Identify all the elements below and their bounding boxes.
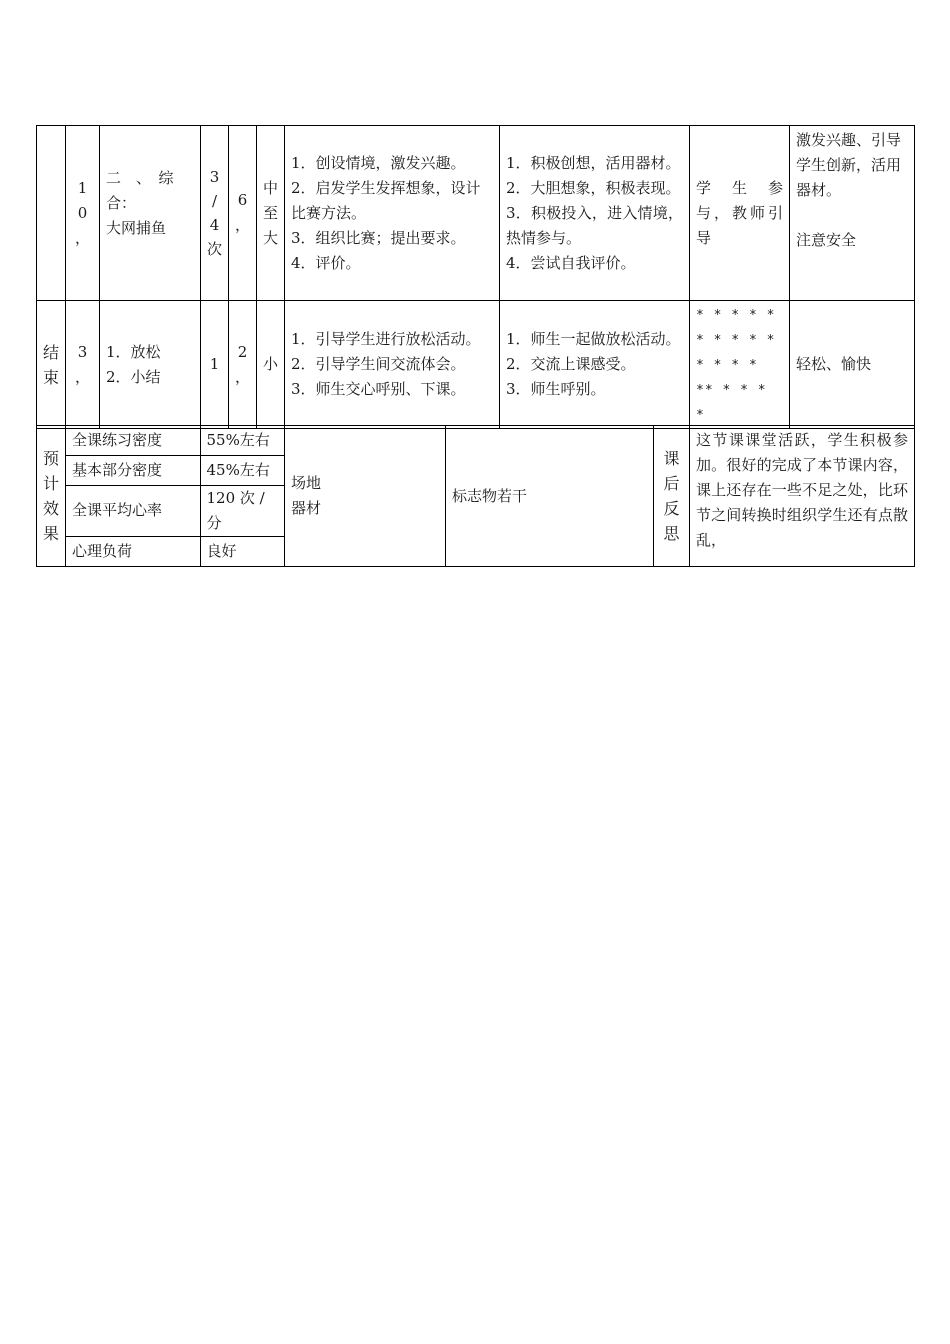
metric-name: 基本部分密度 (66, 455, 200, 485)
intensity-cell: 中 至 大 (257, 126, 285, 301)
effects-metrics (66, 426, 285, 567)
metric-value: 良好 (206, 541, 237, 560)
expected-effects-table (36, 425, 915, 567)
teacher-step: 2．启发学生发挥想象，设计比赛方法。 (291, 178, 481, 222)
student-step: 2．交流上课感受。 (506, 355, 636, 373)
venue-value: 标志物若干 (446, 426, 654, 567)
notes-cell: 轻松、愉快 (790, 301, 915, 429)
metric-row (66, 426, 285, 455)
teacher-step: 3．组织比赛；提出要求。 (291, 228, 466, 247)
effects-row (37, 426, 915, 567)
table-row-ending (37, 301, 915, 429)
teacher-activity-cell (285, 126, 500, 301)
content-cell (100, 126, 201, 301)
formation-diagram (690, 301, 790, 429)
metric-row (66, 455, 285, 485)
teacher-step: 1．创设情境，激发兴趣。 (291, 153, 466, 172)
metric-value: 55%左右 (200, 426, 285, 455)
formation-row: * * * * * (696, 308, 776, 323)
metric-name: 心理负荷 (66, 536, 200, 566)
table-row-game (37, 126, 915, 301)
student-step: 1．师生一起做放松活动。 (506, 330, 681, 348)
student-step: 4．尝试自我评价。 (506, 253, 636, 272)
student-step: 2．大胆想象，积极表现。 (506, 178, 681, 197)
sets-cell: 3 / 4 次 (201, 126, 229, 301)
metric-row (66, 536, 285, 566)
teacher-step: 1．引导学生进行放松活动。 (291, 330, 481, 348)
venue-label-line: 器材 (291, 499, 322, 517)
reflection-text: 这节课课堂活跃，学生积极参加。很好的完成了本节课内容，课上还存在一些不足之处，比环节之间转换时组织学生还有点散乱， (690, 426, 915, 567)
effects-label: 预 计 效 果 (37, 426, 66, 567)
metric-name: 全课练习密度 (66, 426, 200, 455)
teacher-activity-cell (285, 301, 500, 429)
venue-label (285, 426, 446, 567)
content-line: 大网捕鱼 (106, 219, 167, 237)
notes-text: 激发兴趣、引导学生创新，活用器材。 (796, 131, 902, 199)
sets-cell: 1 (201, 301, 229, 429)
teacher-step: 4．评价。 (291, 253, 361, 272)
metric-name: 全课平均心率 (66, 485, 200, 536)
teacher-step: 3．师生交心呼别、下课。 (291, 380, 466, 398)
student-step: 3．师生呼别。 (506, 380, 606, 398)
student-step: 1．积极创想，活用器材。 (506, 153, 681, 172)
lesson-plan-table (36, 125, 915, 429)
venue-label-line: 场地 (291, 474, 322, 492)
reflection-label: 课 后 反 思 (654, 426, 690, 567)
time-cell: 1 0 ， (66, 126, 100, 301)
section-cell (37, 126, 66, 301)
formation-row: * * * * * (696, 333, 776, 348)
duration-cell: 2 ， (229, 301, 257, 429)
student-step: 3．积极投入，进入情境，热情参与。 (506, 203, 683, 247)
formation-row: ** * * * (696, 383, 767, 398)
formation-row: * * * * (696, 358, 758, 373)
content-line: 2．小结 (106, 367, 161, 386)
content-line: 1．放松 (106, 342, 161, 361)
content-line: 二 、 综 (106, 169, 174, 187)
notes-cell (790, 126, 915, 301)
time-cell: 3 ， (66, 301, 100, 429)
content-line: 合： (106, 194, 137, 212)
duration-cell: 6 ， (229, 126, 257, 301)
metric-value: 120 次 / 分 (200, 485, 285, 536)
metric-row (66, 485, 285, 536)
formation-row: * (696, 408, 705, 423)
teacher-step: 2．引导学生间交流体会。 (291, 355, 466, 373)
content-cell (100, 301, 201, 429)
student-activity-cell (500, 301, 690, 429)
intensity-cell: 小 (257, 301, 285, 429)
student-activity-cell (500, 126, 690, 301)
section-cell: 结 束 (37, 301, 66, 429)
safety-note: 注意安全 (796, 231, 857, 249)
metric-value: 45%左右 (200, 455, 285, 485)
organization-cell: 学 生 参与，教师引导 (690, 126, 790, 301)
